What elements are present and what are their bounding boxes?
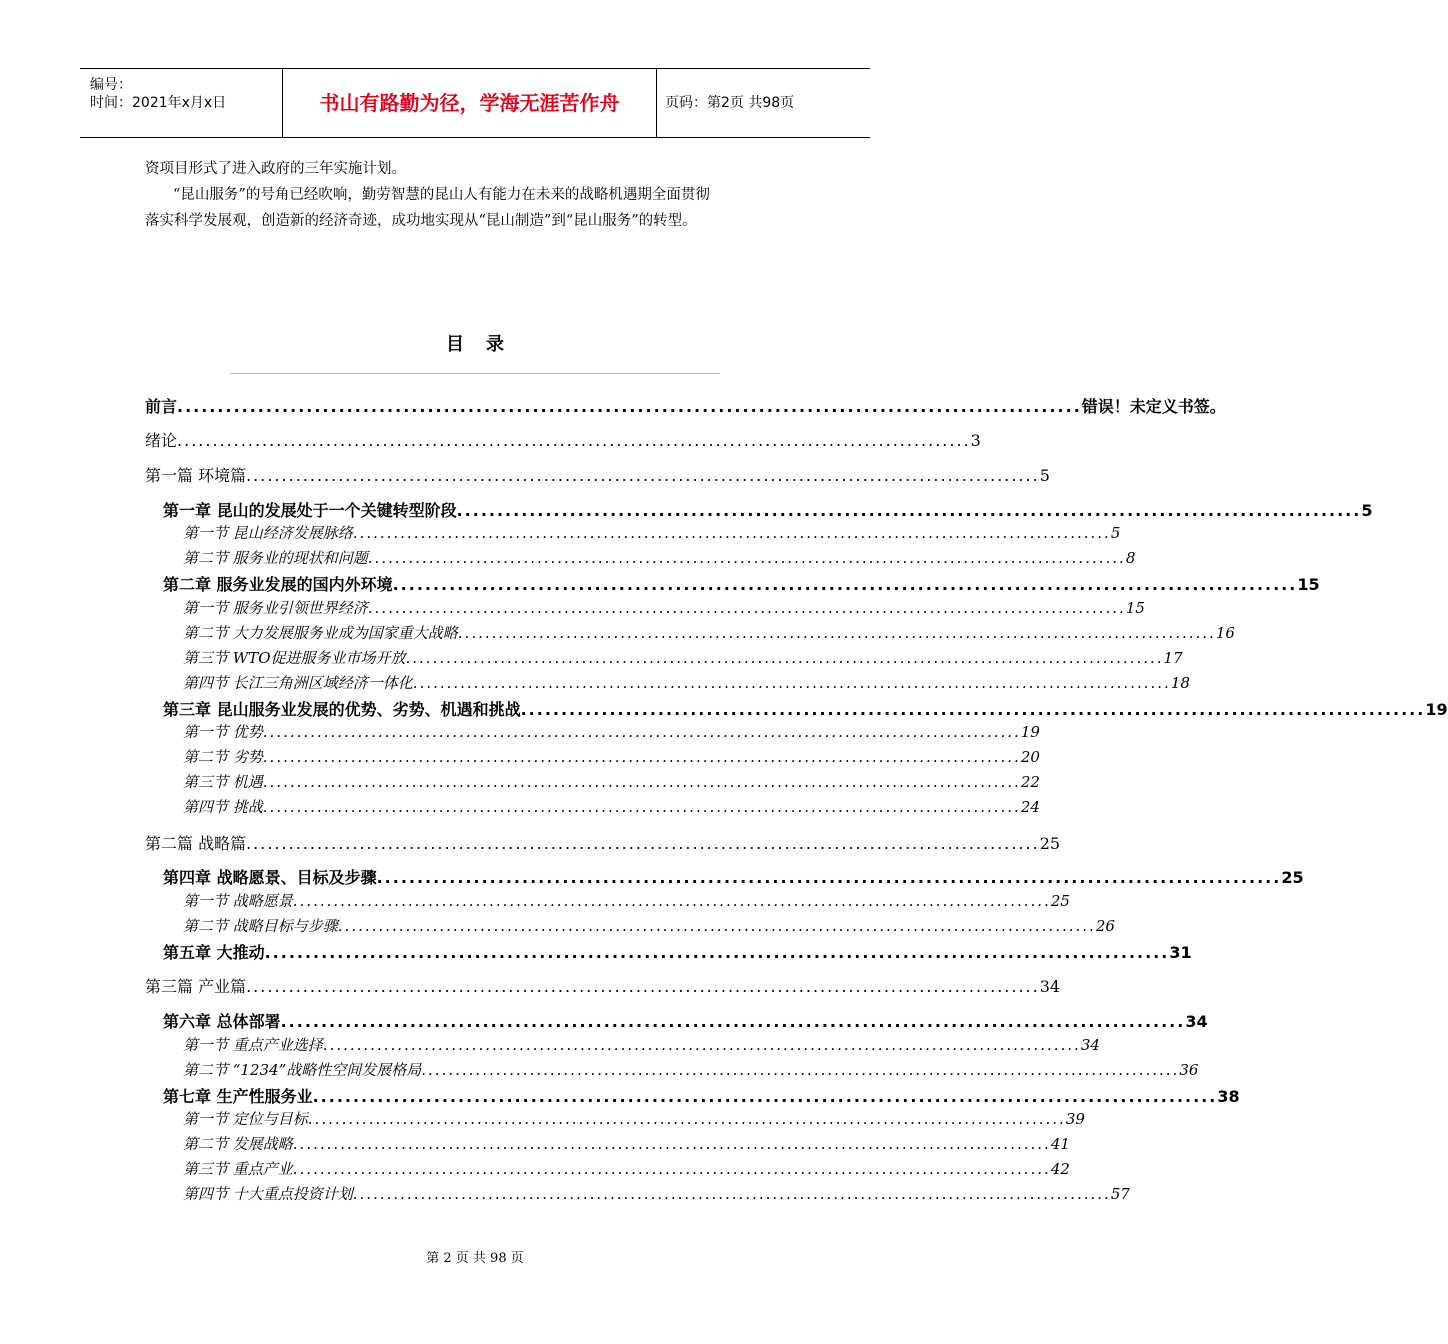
toc-entry-page: 15: [1125, 599, 1145, 617]
toc-entry[interactable]: [183, 672, 1190, 693]
toc-leader-dots: ................................................................................................................: [337, 917, 1096, 935]
toc-entry[interactable]: [163, 572, 1320, 595]
toc-entry-title: 第一节 定位与目标: [183, 1110, 308, 1128]
toc-entry-page: 57: [1110, 1185, 1130, 1203]
toc-leader-dots: ................................................................................................................: [246, 834, 1040, 853]
toc-entry[interactable]: [183, 1183, 1130, 1204]
toc-entry-page: 15: [1297, 575, 1320, 594]
toc-entry[interactable]: [183, 915, 1115, 936]
toc-leader-dots: ................................................................................................................: [246, 977, 1040, 996]
toc-entry[interactable]: [163, 1084, 1240, 1107]
toc-entry-title: 绪论: [145, 431, 178, 450]
toc-entry-page: 8: [1125, 549, 1136, 567]
toc-leader-dots: ................................................................................................................: [367, 549, 1126, 567]
toc-entry[interactable]: [163, 865, 1304, 888]
toc-entry[interactable]: [145, 394, 1226, 417]
header-left-cell: [80, 69, 283, 137]
toc-entry-title: 第二节 战略目标与步骤: [183, 917, 338, 935]
toc-entry[interactable]: [163, 498, 1373, 521]
toc-entry[interactable]: [183, 1133, 1070, 1154]
toc-entry-page: 36: [1179, 1061, 1199, 1079]
toc-entry-page: 34: [1185, 1012, 1208, 1031]
toc-entry[interactable]: [183, 547, 1136, 568]
toc-entry-title: 第二篇 战略篇: [145, 834, 247, 853]
toc-entry-page: 34: [1080, 1036, 1100, 1054]
toc-entry[interactable]: [183, 721, 1040, 742]
toc-entry-page: 25: [1050, 892, 1070, 910]
toc-entry[interactable]: [183, 1034, 1100, 1055]
toc-entry-page: 19: [1020, 723, 1040, 741]
toc-leader-dots: ................................................................................................................: [312, 1087, 1218, 1106]
header-page-label: 页码：第2页 共98页: [665, 95, 795, 111]
toc-leader-dots: ................................................................................................................: [367, 599, 1126, 617]
document-code-label: 编号：: [90, 77, 132, 93]
toc-entry[interactable]: [183, 771, 1040, 792]
toc-entry[interactable]: [145, 463, 1050, 486]
toc-entry[interactable]: [183, 1108, 1085, 1129]
toc-entry-title: 第一章 昆山的发展处于一个关键转型阶段: [163, 501, 457, 520]
toc-entry-title: 第一节 服务业引领世界经济: [183, 599, 368, 617]
toc-entry-title: 第二节 服务业的现状和问题: [183, 549, 368, 567]
toc-leader-dots: ................................................................................................................: [322, 1036, 1081, 1054]
toc-entry-page: 42: [1050, 1160, 1070, 1178]
toc-entry-page: 18: [1170, 674, 1190, 692]
toc-title: 目录: [446, 334, 526, 355]
toc-entry-page: 5: [1110, 524, 1121, 542]
toc-entry-page: 16: [1215, 624, 1235, 642]
intro-paragraph-line: 资项目形式了进入政府的三年实施计划。: [145, 161, 406, 177]
toc-entry-title: 第四节 十大重点投资计划: [183, 1185, 353, 1203]
toc-entry-title: 第三节 WTO促进服务业市场开放: [183, 649, 406, 667]
toc-leader-dots: ................................................................................................................: [520, 700, 1426, 719]
toc-entry-title: 前言: [145, 397, 178, 416]
document-date-label: 时间：2021年x月x日: [90, 95, 227, 111]
toc-entry[interactable]: [183, 890, 1070, 911]
toc-leader-dots: ................................................................................................................: [352, 1185, 1111, 1203]
intro-paragraph-line: “昆山服务”的号角已经吹响，勤劳智慧的昆山人有能力在未来的战略机遇期全面贯彻: [173, 187, 710, 203]
toc-entry-title: 第二节 “1234”战略性空间发展格局: [183, 1061, 422, 1079]
toc-entry-title: 第四章 战略愿景、目标及步骤: [163, 868, 377, 887]
toc-entry-title: 第六章 总体部署: [163, 1012, 281, 1031]
toc-leader-dots: ................................................................................................................: [457, 624, 1216, 642]
toc-leader-dots: ................................................................................................................: [177, 431, 971, 450]
toc-entry[interactable]: [183, 597, 1145, 618]
toc-leader-dots: ................................................................................................................: [292, 1160, 1051, 1178]
intro-paragraph-line: 落实科学发展观，创造新的经济奇迹，成功地实现从“昆山制造”到“昆山服务”的转型。: [145, 213, 697, 229]
toc-entry-title: 第三节 重点产业: [183, 1160, 293, 1178]
toc-entry-title: 第二章 服务业发展的国内外环境: [163, 575, 393, 594]
toc-entry[interactable]: [163, 1009, 1208, 1032]
toc-entry[interactable]: [183, 746, 1040, 767]
toc-entry[interactable]: [183, 622, 1235, 643]
toc-entry-title: 第一节 昆山经济发展脉络: [183, 524, 353, 542]
toc-entry-title: 第一节 重点产业选择: [183, 1036, 323, 1054]
toc-entry-title: 第四节 长江三角洲区域经济一体化: [183, 674, 413, 692]
page-header: [80, 68, 870, 138]
toc-entry-page: 17: [1163, 649, 1183, 667]
toc-leader-dots: ................................................................................................................: [280, 1012, 1186, 1031]
toc-entry-title: 第三节 机遇: [183, 773, 263, 791]
toc-leader-dots: ................................................................................................................: [246, 466, 1040, 485]
toc-leader-dots: ................................................................................................................: [412, 674, 1171, 692]
toc-leader-dots: ................................................................................................................: [262, 748, 1021, 766]
toc-divider: [230, 373, 720, 374]
toc-entry-page: 41: [1050, 1135, 1070, 1153]
toc-entry-title: 第五章 大推动: [163, 943, 265, 962]
toc-entry-page: 19: [1425, 700, 1448, 719]
toc-leader-dots: ................................................................................................................: [262, 798, 1021, 816]
toc-entry[interactable]: [163, 697, 1448, 720]
toc-entry-title: 第四节 挑战: [183, 798, 263, 816]
toc-entry-page: 34: [1039, 977, 1061, 996]
toc-entry-page: 25: [1039, 834, 1061, 853]
toc-entry-title: 第二节 劣势: [183, 748, 263, 766]
toc-entry[interactable]: [163, 940, 1192, 963]
toc-entry[interactable]: [183, 1158, 1070, 1179]
toc-entry-page: 3: [970, 431, 981, 450]
toc-entry-page: 5: [1361, 501, 1373, 520]
toc-leader-dots: ................................................................................................................: [421, 1061, 1180, 1079]
toc-entry-page: 22: [1020, 773, 1040, 791]
toc-entry-page: 31: [1169, 943, 1192, 962]
toc-leader-dots: ................................................................................................................: [262, 723, 1021, 741]
toc-leader-dots: ................................................................................................................: [392, 575, 1298, 594]
header-motto: 书山有路勤为径，学海无涯苦作舟: [283, 69, 657, 137]
toc-entry[interactable]: [183, 522, 1121, 543]
toc-entry-title: 第二节 发展战略: [183, 1135, 293, 1153]
toc-leader-dots: ................................................................................................................: [352, 524, 1111, 542]
toc-entry[interactable]: [183, 1059, 1199, 1080]
toc-entry-title: 第二节 大力发展服务业成为国家重大战略: [183, 624, 458, 642]
toc-leader-dots: ................................................................................................................: [177, 397, 1082, 416]
toc-leader-dots: ................................................................................................................: [456, 501, 1362, 520]
toc-entry-title: 第三章 昆山服务业发展的优势、劣势、机遇和挑战: [163, 700, 521, 719]
toc-entry[interactable]: [145, 831, 1061, 854]
toc-entry-title: 第一节 战略愿景: [183, 892, 293, 910]
toc-leader-dots: ................................................................................................................: [262, 773, 1021, 791]
toc-entry-page: 26: [1095, 917, 1115, 935]
toc-entry-page: 38: [1217, 1087, 1240, 1106]
toc-entry-title: 第七章 生产性服务业: [163, 1087, 313, 1106]
toc-entry-page: 25: [1281, 868, 1304, 887]
toc-entry[interactable]: [183, 796, 1040, 817]
toc-leader-dots: ................................................................................................................: [376, 868, 1282, 887]
toc-entry-title: 第一节 优势: [183, 723, 263, 741]
toc-leader-dots: ................................................................................................................: [405, 649, 1164, 667]
toc-leader-dots: ................................................................................................................: [264, 943, 1170, 962]
page-footer: 第 2 页 共 98 页: [426, 1251, 524, 1266]
toc-entry-page: 错误！未定义书签。: [1081, 397, 1226, 416]
toc-entry[interactable]: [183, 647, 1183, 668]
toc-entry-title: 第三篇 产业篇: [145, 977, 247, 996]
toc-entry-page: 5: [1039, 466, 1050, 485]
toc-entry-page: 24: [1020, 798, 1040, 816]
toc-leader-dots: ................................................................................................................: [307, 1110, 1066, 1128]
toc-entry[interactable]: [145, 974, 1061, 997]
toc-entry-page: 39: [1065, 1110, 1085, 1128]
toc-entry-page: 20: [1020, 748, 1040, 766]
toc-leader-dots: ................................................................................................................: [292, 1135, 1051, 1153]
toc-leader-dots: ................................................................................................................: [292, 892, 1051, 910]
toc-entry[interactable]: [145, 428, 981, 451]
toc-entry-title: 第一篇 环境篇: [145, 466, 247, 485]
